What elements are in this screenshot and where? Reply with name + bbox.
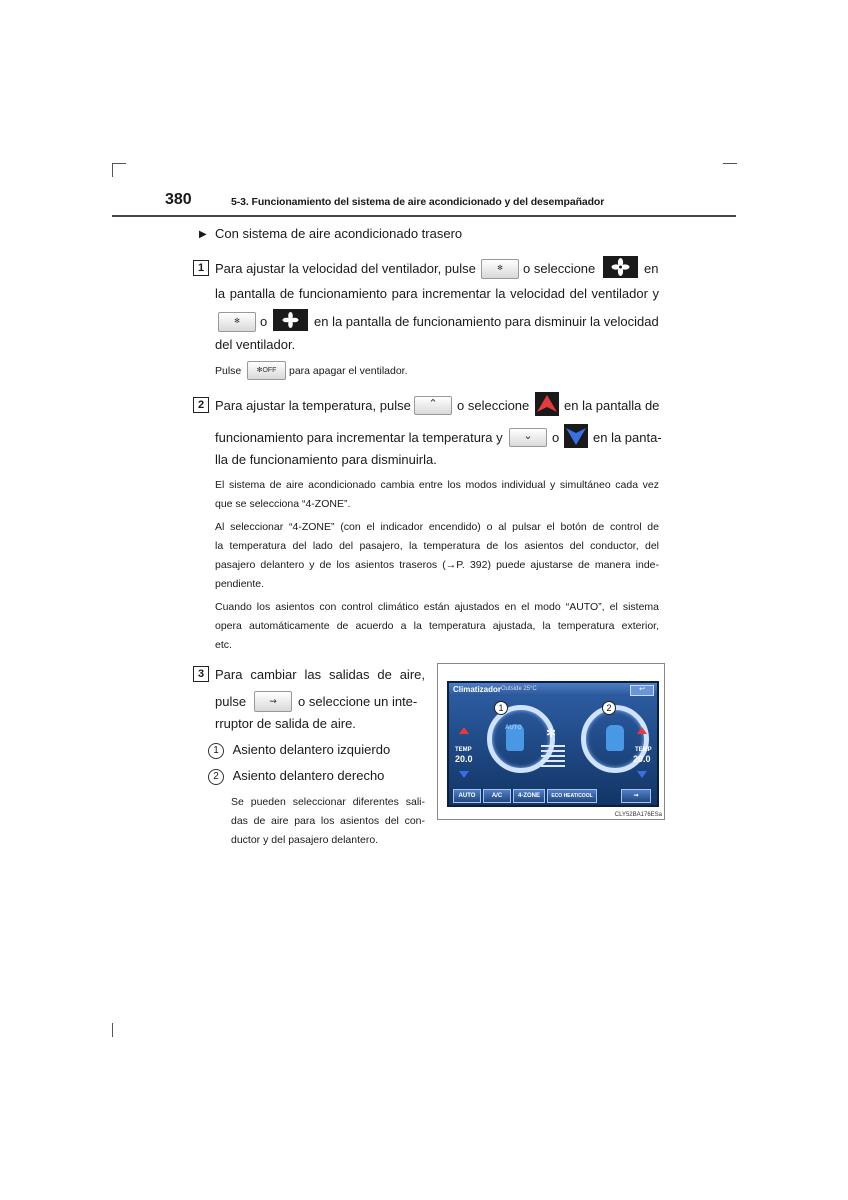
- crop-mark: [112, 163, 126, 164]
- fan-level-bar: [541, 745, 565, 747]
- fan-icon: ✻: [497, 265, 503, 272]
- step1-text: Para ajustar la velocidad del ventilador, pulse: [215, 261, 476, 276]
- airflow-button[interactable]: [621, 789, 651, 803]
- eco-button[interactable]: ECO HEAT/COOL: [547, 789, 597, 803]
- step2-paragraph: pendiente.: [215, 578, 265, 590]
- fan-tile[interactable]: [603, 256, 638, 278]
- callout-2: 2: [602, 701, 616, 715]
- step-number: 1: [193, 260, 209, 276]
- fan-tile[interactable]: [273, 309, 308, 331]
- crop-mark: [723, 163, 737, 164]
- item-number: 1: [208, 743, 224, 759]
- fan-off-button[interactable]: [247, 361, 286, 380]
- step1-text: del ventilador.: [215, 337, 296, 352]
- list-item: [208, 742, 390, 759]
- item-label: Asiento delantero izquierdo: [232, 742, 391, 757]
- step3-note: Se pueden seleccionar diferentes sali-: [231, 796, 425, 808]
- airflow-button[interactable]: [254, 691, 292, 712]
- airflow-seat-icon: ⇝: [269, 696, 277, 706]
- fan-icon: ✻: [234, 318, 240, 325]
- fan-off-label: OFF: [262, 367, 277, 374]
- back-icon: ↩: [639, 686, 645, 693]
- page-number: 380: [165, 191, 192, 208]
- fan-level-bar: [541, 765, 565, 767]
- temp-up-icon[interactable]: [459, 727, 469, 734]
- step3-note: ductor y del pasajero delantero.: [231, 834, 379, 846]
- climate-screen-figure: [437, 663, 665, 820]
- four-zone-button[interactable]: 4-ZONE: [513, 789, 545, 803]
- step2-text: en la panta-: [593, 430, 662, 445]
- list-item: [208, 768, 384, 785]
- crop-mark: [112, 163, 113, 177]
- step3-note: das de aire para los asientos del con-: [231, 815, 425, 827]
- chevron-down-icon: ⌄: [523, 430, 533, 442]
- fan-down-button[interactable]: [218, 312, 256, 332]
- step3-text: Para cambiar las salidas de aire,: [215, 667, 425, 682]
- temp-value-right: 20.0: [633, 754, 651, 764]
- fan-level-bar: [541, 750, 565, 752]
- step1-note: para apagar el ventilador.: [289, 365, 408, 377]
- step2-text: en la pantalla de: [564, 398, 660, 413]
- temp-down-icon[interactable]: [459, 771, 469, 778]
- bullet-marker: ▶: [199, 229, 207, 240]
- step2-text: Para ajustar la temperatura, pulse: [215, 398, 411, 413]
- step1-text: o seleccione: [523, 261, 596, 276]
- step2-paragraph: que se selecciona “4-ZONE”.: [215, 498, 351, 510]
- right-seat-icon[interactable]: [606, 725, 624, 751]
- header-rule: [112, 215, 736, 217]
- step3-text: rruptor de salida de aire.: [215, 716, 356, 731]
- airflow-seat-icon: ⇝: [633, 793, 639, 799]
- crop-mark: [112, 1023, 113, 1037]
- temp-up-icon[interactable]: [637, 727, 647, 734]
- step2-paragraph: opera automáticamente de acuerdo a la temperatura ajustada, la temperatura exterior,: [215, 620, 659, 632]
- blue-down-arrow-icon: [564, 424, 588, 448]
- item-number: 2: [208, 769, 224, 785]
- temp-up-button[interactable]: [414, 396, 452, 415]
- step2-paragraph: pasajero delantero y de los asientos traseros (→P. 392) puede ajustarse de manera inde-: [215, 559, 659, 571]
- temp-up-tile[interactable]: [535, 392, 559, 416]
- item-label: Asiento delantero derecho: [232, 768, 385, 783]
- step2-text: o seleccione: [457, 398, 530, 413]
- step2-paragraph: El sistema de aire acondicionado cambia entre los modos individual y simultáneo cada vez: [215, 479, 659, 491]
- step1-note: Pulse: [215, 365, 242, 377]
- step1-text: o: [260, 314, 268, 329]
- auto-button[interactable]: AUTO: [453, 789, 481, 803]
- temp-value-left: 20.0: [455, 754, 473, 764]
- temp-down-button[interactable]: [509, 428, 547, 447]
- climate-screen: [447, 681, 659, 807]
- back-button[interactable]: [630, 685, 654, 696]
- fan-level-bar: [541, 755, 565, 757]
- screen-title: Climatizador: [453, 685, 502, 694]
- bullet-text: Con sistema de aire acondicionado trasero: [215, 226, 463, 241]
- step-number: 3: [193, 666, 209, 682]
- step2-paragraph: Al seleccionar “4-ZONE” (con el indicador encendido) o al pulsar el botón de control de: [215, 521, 659, 533]
- fan-level-bar: [541, 760, 565, 762]
- step1-text: en la pantalla de funcionamiento para disminuir la velocidad: [314, 314, 659, 329]
- ac-button[interactable]: A/C: [483, 789, 511, 803]
- step1-text: la pantalla de funcionamiento para incrementar la velocidad del ventilador y: [215, 286, 659, 301]
- temp-down-icon[interactable]: [637, 771, 647, 778]
- temp-down-tile[interactable]: [564, 424, 588, 448]
- step2-paragraph: Cuando los asientos con control climático están ajustados en el modo “AUTO”, el sistema: [215, 601, 659, 613]
- step2-text: funcionamiento para incrementar la temperatura y: [215, 430, 503, 445]
- step2-text: lla de funcionamiento para disminuirla.: [215, 452, 437, 467]
- step-number: 2: [193, 397, 209, 413]
- step2-paragraph: etc.: [215, 639, 232, 651]
- outside-temp: Outside 25°C: [501, 686, 537, 692]
- temp-label-left: TEMP: [455, 747, 472, 753]
- step3-text: o seleccione un inte-: [298, 694, 418, 709]
- callout-1: 1: [494, 701, 508, 715]
- fan-icon[interactable]: ✻: [546, 726, 557, 740]
- auto-mark: AUTO: [505, 725, 522, 731]
- step2-text: o: [552, 430, 560, 445]
- chevron-up-icon: ⌃: [428, 398, 438, 410]
- fan-icon: [603, 256, 638, 278]
- fan-up-button[interactable]: [481, 259, 519, 279]
- temp-label-right: TEMP: [635, 747, 652, 753]
- fan-icon: ✻: [256, 367, 263, 374]
- step2-paragraph: la temperatura del lado del pasajero, la temperatura de los asientos del conductor, del: [215, 540, 659, 552]
- red-up-arrow-icon: [535, 392, 559, 416]
- step3-text: pulse: [215, 694, 247, 709]
- figure-code: CLY52BA176ESa: [614, 812, 662, 818]
- step1-text: en: [644, 261, 659, 276]
- section-title: 5-3. Funcionamiento del sistema de aire acondicionado y del desempañador: [231, 196, 605, 208]
- fan-icon: [273, 309, 308, 331]
